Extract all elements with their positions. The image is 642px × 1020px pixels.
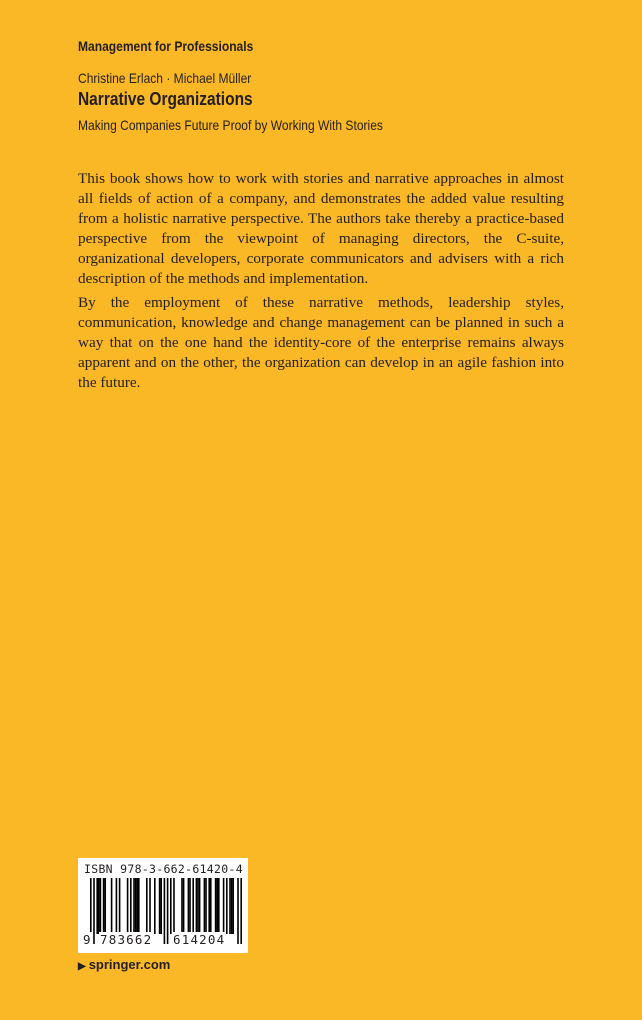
- barcode-bar: [98, 878, 100, 934]
- barcode-bar: [226, 878, 228, 934]
- description-paragraph-1: This book shows how to work with stories and narrative approaches in almost all fields of action of a company, and demonstrates the added value resulting from a holistic narrative perspective. The authors take thereby a practice-based perspective from the viewpoint of managing directors, the C-suite, organizational developers, corporate communicators and advisers with a rich description of the methods and implementation.: [78, 170, 564, 287]
- barcode-bar: [189, 878, 191, 934]
- barcode-bar: [154, 878, 156, 934]
- barcode-bar: [237, 878, 239, 944]
- barcode-bar: [231, 878, 233, 934]
- publisher-link-text: springer.com: [88, 957, 171, 972]
- barcode-bar: [130, 878, 132, 934]
- isbn-label: ISBN 978-3-662-61420-4: [84, 862, 243, 876]
- barcode-bar: [111, 878, 113, 934]
- barcode-bar: [127, 878, 129, 934]
- barcode-bar: [159, 878, 161, 934]
- barcode-bar: [138, 878, 140, 934]
- barcode-bar: [218, 878, 220, 934]
- barcode-bar: [149, 878, 151, 934]
- barcode-bar: [240, 878, 242, 944]
- barcode-bar: [208, 878, 210, 934]
- barcode-bar: [223, 878, 225, 934]
- barcode-bar: [100, 878, 102, 934]
- barcode-bar: [173, 878, 175, 934]
- barcode-bar: [136, 878, 138, 934]
- publisher-link[interactable]: [78, 957, 170, 972]
- description-paragraph-2: By the employment of these narrative methods, leadership styles, communication, knowledge and change management can be planned in such a way that on the one hand the identity-core of the enterprise remains always apparent and on the other, the organization can develop in an agile fashion into the future.: [78, 294, 564, 391]
- barcode-bar: [146, 878, 148, 934]
- barcode-bar: [116, 878, 118, 934]
- barcode-bar: [199, 878, 201, 934]
- book-title: Narrative Organizations: [78, 89, 253, 109]
- barcode-bar: [205, 878, 207, 934]
- barcode-bar: [104, 878, 106, 934]
- barcode-bar: [135, 878, 137, 934]
- barcode-bar: [196, 878, 198, 934]
- barcode-bar: [181, 878, 183, 934]
- barcode-right-group: 614204: [173, 932, 226, 947]
- barcode-bar: [192, 878, 194, 934]
- barcode-bar: [232, 878, 234, 934]
- barcode-bar: [229, 878, 231, 934]
- barcode-bar: [197, 878, 199, 934]
- series-name: Management for Professionals: [78, 38, 254, 54]
- barcode-bar: [103, 878, 105, 934]
- barcode-bar: [216, 878, 218, 934]
- barcode-first-digit: 9: [83, 932, 91, 947]
- barcode-bar: [119, 878, 121, 934]
- book-subtitle: Making Companies Future Proof by Working With Stories: [78, 117, 383, 133]
- barcode-bar: [160, 878, 162, 934]
- barcode-bar: [133, 878, 135, 934]
- barcode-bar: [204, 878, 206, 934]
- isbn-barcode: [78, 858, 248, 953]
- authors: Christine Erlach · Michael Müller: [78, 70, 252, 86]
- arrow-right-icon: ▶: [78, 961, 86, 972]
- barcode-bar: [183, 878, 185, 934]
- barcode-bar: [170, 878, 172, 934]
- barcode-left-group: 783662: [100, 932, 153, 947]
- barcode-bar: [210, 878, 212, 934]
- barcode-bar: [93, 878, 95, 944]
- barcode-bar: [164, 878, 166, 944]
- barcode-bar: [188, 878, 190, 934]
- barcode-bar: [215, 878, 217, 934]
- barcode-bar: [96, 878, 98, 934]
- barcode-bar: [167, 878, 169, 944]
